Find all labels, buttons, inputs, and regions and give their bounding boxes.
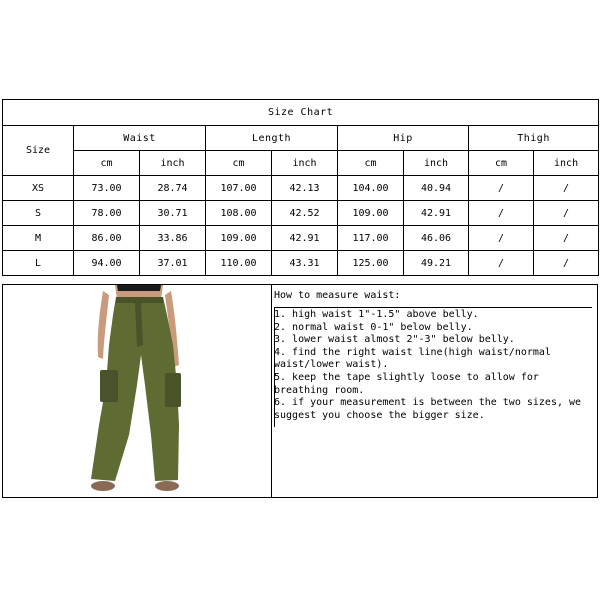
hip-header: Hip bbox=[338, 126, 469, 151]
thigh-header: Thigh bbox=[469, 126, 599, 151]
table-cell: 78.00 bbox=[74, 201, 140, 226]
table-cell: 104.00 bbox=[338, 176, 404, 201]
left-shoe-shape bbox=[91, 481, 115, 491]
top-shape bbox=[117, 285, 161, 291]
size-cell: XS bbox=[3, 176, 74, 201]
table-cell: 108.00 bbox=[206, 201, 272, 226]
unit-header: inch bbox=[272, 151, 338, 176]
size-column-header: Size bbox=[3, 126, 74, 176]
list-item: 4. find the right waist line(high waist/normal waist/lower waist). bbox=[274, 346, 551, 371]
left-pocket-shape bbox=[100, 370, 118, 402]
table-cell: 37.01 bbox=[140, 251, 206, 276]
instructions-list bbox=[274, 309, 592, 422]
unit-header: cm bbox=[338, 151, 404, 176]
table-cell: 117.00 bbox=[338, 226, 404, 251]
unit-header: cm bbox=[469, 151, 534, 176]
size-cell: S bbox=[3, 201, 74, 226]
table-cell: 94.00 bbox=[74, 251, 140, 276]
table-cell: 107.00 bbox=[206, 176, 272, 201]
list-item: 5. keep the tape slightly loose to allow for breathing room. bbox=[274, 371, 539, 396]
table-cell: 43.31 bbox=[272, 251, 338, 276]
size-cell: M bbox=[3, 226, 74, 251]
instructions-heading: How to measure waist: bbox=[274, 290, 592, 308]
table-cell: 40.94 bbox=[404, 176, 469, 201]
unit-header: cm bbox=[74, 151, 140, 176]
unit-header: cm bbox=[206, 151, 272, 176]
size-cell: L bbox=[3, 251, 74, 276]
table-cell: / bbox=[534, 201, 599, 226]
table-cell: 42.91 bbox=[404, 201, 469, 226]
table-cell: 109.00 bbox=[338, 201, 404, 226]
size-chart-table bbox=[2, 99, 599, 276]
table-cell: 42.91 bbox=[272, 226, 338, 251]
table-row bbox=[3, 251, 599, 276]
right-pocket-shape bbox=[165, 373, 181, 407]
cargo-pants-illustration bbox=[3, 285, 271, 497]
table-cell: 46.06 bbox=[404, 226, 469, 251]
table-row bbox=[3, 226, 599, 251]
unit-header: inch bbox=[140, 151, 206, 176]
table-cell: 33.86 bbox=[140, 226, 206, 251]
table-cell: 42.52 bbox=[272, 201, 338, 226]
right-shoe-shape bbox=[155, 481, 179, 491]
left-arm-shape bbox=[98, 291, 109, 359]
table-cell: / bbox=[534, 226, 599, 251]
unit-header: inch bbox=[534, 151, 599, 176]
table-cell: / bbox=[534, 251, 599, 276]
table-cell: 42.13 bbox=[272, 176, 338, 201]
list-item: 1. high waist 1"-1.5" above belly. bbox=[274, 309, 479, 320]
list-item: 3. lower waist almost 2"-3" below belly. bbox=[274, 334, 515, 346]
table-cell: / bbox=[534, 176, 599, 201]
table-cell: 86.00 bbox=[74, 226, 140, 251]
table-cell: 110.00 bbox=[206, 251, 272, 276]
table-cell: 109.00 bbox=[206, 226, 272, 251]
table-cell: / bbox=[469, 226, 534, 251]
table-row bbox=[3, 201, 599, 226]
list-item: 6. if your measurement is between the two sizes, we suggest you choose the bigger size. bbox=[274, 397, 582, 421]
table-cell: 49.21 bbox=[404, 251, 469, 276]
size-chart-title: Size Chart bbox=[3, 100, 599, 126]
instructions-panel bbox=[272, 285, 597, 497]
table-row bbox=[3, 176, 599, 201]
waistband-shape bbox=[116, 297, 163, 303]
table-cell: 73.00 bbox=[74, 176, 140, 201]
measure-panel bbox=[2, 284, 598, 498]
unit-header: inch bbox=[404, 151, 469, 176]
product-photo bbox=[3, 285, 272, 497]
table-cell: / bbox=[469, 176, 534, 201]
table-cell: 125.00 bbox=[338, 251, 404, 276]
list-item: 2. normal waist 0-1" below belly. bbox=[274, 321, 473, 333]
table-cell: 28.74 bbox=[140, 176, 206, 201]
table-cell: 30.71 bbox=[140, 201, 206, 226]
table-cell: / bbox=[469, 201, 534, 226]
table-cell: / bbox=[469, 251, 534, 276]
length-header: Length bbox=[206, 126, 338, 151]
waist-header: Waist bbox=[74, 126, 206, 151]
